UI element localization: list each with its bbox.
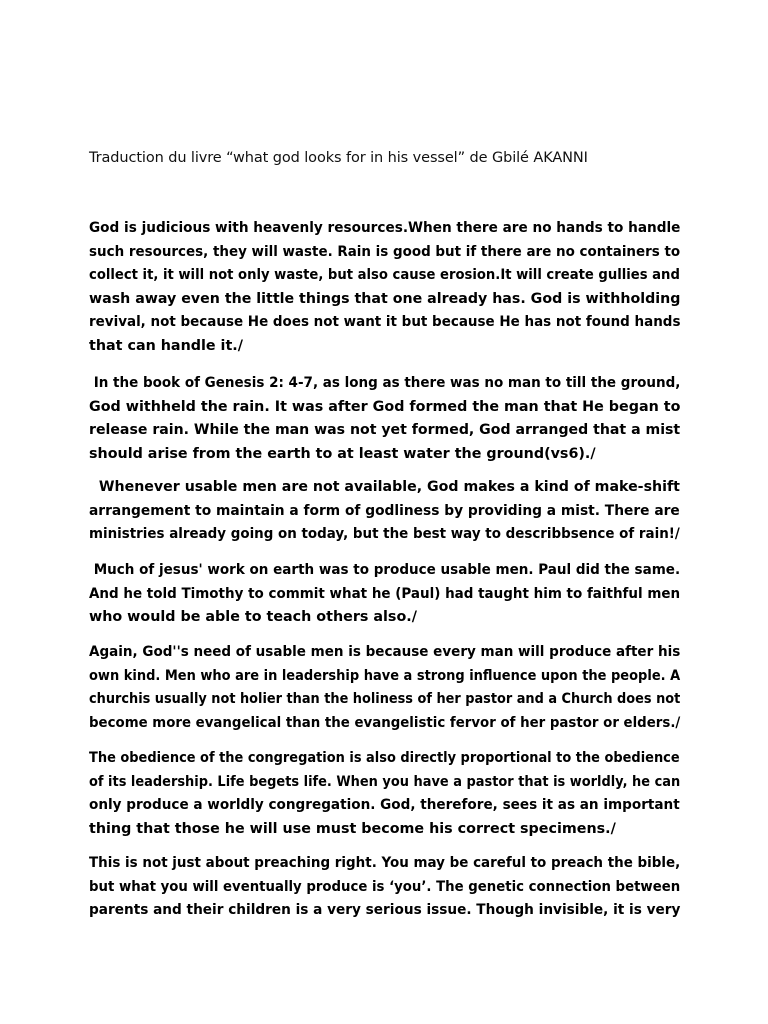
paragraph-line: but what you will eventually produce is ‘you’. The genetic connection between	[89, 878, 681, 895]
paragraph-line: ministries already going on today, but the best way to describbsence of rain!/	[89, 526, 680, 542]
paragraph-leadership	[89, 641, 744, 735]
paragraph-line: parents and their children is a very serious issue. Though invisible, it is very	[89, 902, 681, 918]
paragraph-line: only produce a worldly congregation. God, therefore, sees it as an important	[89, 797, 680, 813]
paragraph-line: who would be able to teach others also./	[89, 609, 417, 625]
paragraph-preaching	[89, 852, 725, 923]
paragraph-line: arrangement to maintain a form of godliness by providing a mist. There are	[89, 502, 680, 519]
paragraph-line: God is judicious with heavenly resources.When there are no hands to handle	[89, 220, 681, 236]
paragraph-line: God withheld the rain. It was after God formed the man that He began to	[89, 398, 681, 415]
paragraph-line: that can handle it./	[89, 337, 243, 354]
paragraph-line: Whenever usable men are not available, God makes a kind of make-shift	[89, 479, 680, 495]
paragraph-line: Much of jesus' work on earth was to produce usable men. Paul did the same.	[89, 562, 681, 578]
paragraph-genesis	[89, 372, 715, 466]
paragraph-line: own kind. Men who are in leadership have a strong influence upon the people. A	[89, 667, 681, 684]
paragraph-line: This is not just about preaching right. You may be careful to preach the bible,	[89, 855, 681, 871]
paragraph-line: revival, not because He does not want it but because He has not found hands	[89, 314, 681, 330]
paragraph-line: collect it, it will not only waste, but also cause erosion.It will create gullies and	[89, 267, 680, 283]
paragraph-line: The obedience of the congregation is also directly proportional to the obedience	[89, 750, 680, 766]
paragraph-resources	[89, 217, 730, 358]
paragraph-line: become more evangelical than the evangelistic fervor of her pastor or elders./	[89, 714, 681, 731]
paragraph-line: Again, God''s need of usable men is because every man will produce after his	[89, 644, 681, 660]
paragraph-line: And he told Timothy to commit what he (Paul) had taught him to faithful men	[89, 585, 681, 602]
paragraph-line: release rain. While the man was not yet formed, God arranged that a mist	[89, 422, 681, 438]
document-title: Traduction du livre “what god looks for in his vessel” de Gbilé AKANNI	[89, 150, 588, 166]
paragraph-line: of its leadership. Life begets life. When you have a pastor that is worldly, he can	[89, 773, 681, 790]
paragraph-line: In the book of Genesis 2: 4-7, as long as there was no man to till the ground,	[89, 375, 681, 391]
paragraph-line: wash away even the little things that one already has. God is withholding	[89, 290, 681, 307]
paragraph-line: thing that those he will use must become his correct specimens./	[89, 820, 616, 837]
paragraph-usable-men	[89, 476, 718, 547]
paragraph-jesus-work	[89, 559, 716, 630]
paragraph-line: should arise from the earth to at least water the ground(vs6)./	[89, 445, 596, 462]
paragraph-line: churchis usually not holier than the holiness of her pastor and a Church does not	[89, 691, 681, 707]
paragraph-line: such resources, they will waste. Rain is good but if there are no containers to	[89, 243, 681, 260]
paragraph-obedience	[89, 747, 741, 841]
